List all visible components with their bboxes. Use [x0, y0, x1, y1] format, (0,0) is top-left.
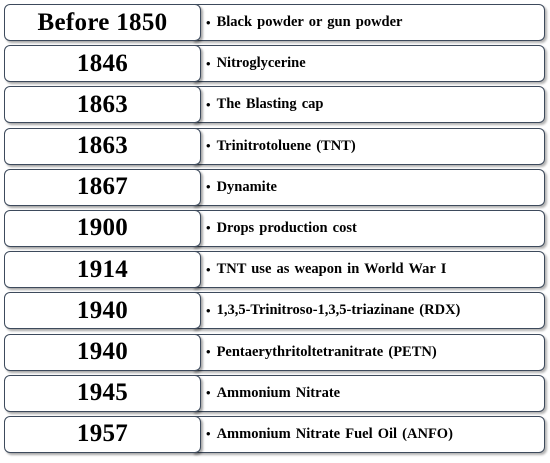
- year-label: 1846: [76, 49, 129, 77]
- year-box: [4, 251, 201, 288]
- year-label: 1863: [76, 90, 129, 118]
- description-box: [192, 4, 545, 41]
- bullet-icon: •: [206, 138, 211, 154]
- year-box: [4, 128, 201, 165]
- description-box: [192, 416, 545, 453]
- description-box: [192, 128, 545, 165]
- description-label: Ammonium Nitrate: [216, 384, 341, 401]
- year-box: [4, 4, 201, 41]
- description-label: Trinitrotoluene (TNT): [216, 137, 356, 154]
- year-label: 1900: [76, 214, 129, 242]
- timeline-row-7: [4, 251, 548, 288]
- timeline-row-11: [4, 416, 548, 453]
- timeline-row-3: [4, 86, 548, 123]
- description-label: Drops production cost: [216, 219, 357, 236]
- timeline-row-8: [4, 292, 548, 329]
- year-label: 1945: [76, 379, 129, 407]
- description-label: Dynamite: [216, 178, 277, 195]
- timeline-row-10: [4, 375, 548, 412]
- timeline-row-1: [4, 4, 548, 41]
- year-box: [4, 334, 201, 371]
- year-label: 1867: [76, 173, 129, 201]
- bullet-icon: •: [206, 14, 211, 30]
- year-label: Before 1850: [37, 8, 168, 36]
- description-label: Ammonium Nitrate Fuel Oil (ANFO): [216, 425, 453, 442]
- timeline-row-6: [4, 210, 548, 247]
- bullet-icon: •: [206, 426, 211, 442]
- timeline-row-5: [4, 169, 548, 206]
- bullet-icon: •: [206, 385, 211, 401]
- description-box: [192, 45, 545, 82]
- description-box: [192, 251, 545, 288]
- description-label: Nitroglycerine: [216, 55, 306, 72]
- timeline-row-9: [4, 334, 548, 371]
- year-box: [4, 416, 201, 453]
- description-box: [192, 210, 545, 247]
- year-box: [4, 86, 201, 123]
- year-label: 1863: [76, 132, 129, 160]
- description-box: [192, 292, 545, 329]
- bullet-icon: •: [206, 344, 211, 359]
- description-box: [192, 86, 545, 123]
- timeline-row-2: [4, 45, 548, 82]
- bullet-icon: •: [206, 261, 211, 277]
- bullet-icon: •: [206, 302, 211, 318]
- year-label: 1957: [76, 420, 129, 448]
- year-box: [4, 292, 201, 329]
- description-box: [192, 375, 545, 412]
- year-box: [4, 169, 201, 206]
- description-label: Black powder or gun powder: [216, 14, 403, 30]
- year-label: 1940: [76, 296, 129, 324]
- description-label: The Blasting cap: [216, 96, 324, 113]
- bullet-icon: •: [206, 55, 211, 71]
- description-box: [192, 169, 545, 206]
- year-label: 1940: [76, 338, 129, 365]
- year-label: 1914: [76, 255, 129, 283]
- bullet-icon: •: [206, 220, 211, 236]
- bullet-icon: •: [206, 96, 211, 112]
- description-box: [192, 334, 545, 371]
- description-label: TNT use as weapon in World War I: [216, 261, 447, 278]
- year-box: [4, 45, 201, 82]
- bullet-icon: •: [206, 179, 211, 195]
- year-box: [4, 375, 201, 412]
- timeline-row-4: [4, 128, 548, 165]
- explosives-timeline: [4, 4, 548, 457]
- description-label: 1,3,5-Trinitroso-1,3,5-triazinane (RDX): [216, 302, 461, 319]
- description-label: Pentaerythritoltetranitrate (PETN): [216, 343, 437, 360]
- year-box: [4, 210, 201, 247]
